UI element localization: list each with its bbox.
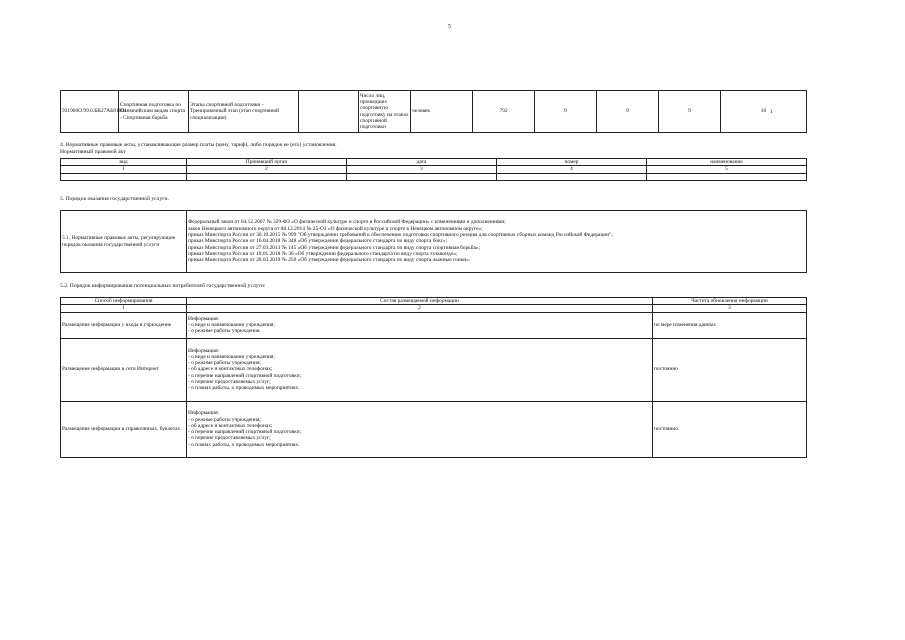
service-value: 1 [770, 109, 773, 115]
empty-cell [61, 173, 187, 180]
info-item: - о перечне предоставляемых услуг; [188, 435, 271, 442]
service-value: 9 [597, 91, 659, 133]
info-item: - о перечне направлений спортивной подготовки; [188, 372, 302, 379]
service-value: 9 [659, 91, 721, 133]
page-number: 5 [448, 24, 451, 30]
info-item: Информация: [188, 315, 220, 322]
header-cell: Способ информирования [61, 298, 187, 305]
service-code: 931900О.99.0.БВ27АБ81001 [61, 91, 119, 133]
column-number: 1 [61, 166, 187, 173]
regulatory-act: приказ Минспорта России от 19.01.2018 № 36 «Об утверждении федерального стандарта по виду спорта тхэквондо»; [188, 250, 458, 257]
header-cell: Состав размещаемой информации [187, 298, 653, 305]
regulatory-acts-list [187, 211, 807, 273]
column-number: 2 [187, 166, 347, 173]
service-value: 10 [721, 91, 807, 133]
section4-title: 4. Нормативные правовые акты, устанавливающие размер платы (цену, тариф), либо порядок ее (его) установления. [60, 142, 337, 148]
informing-content [187, 401, 653, 457]
info-item: - о планах работы, о проводимых мероприятиях. [188, 441, 300, 448]
regulatory-act: закон Ненецкого автономного округа от 08.12.2014 № 25-ОЗ «О физической культуре и спорте в Ненецком автономном округе»; [188, 225, 483, 232]
empty-cell [187, 173, 347, 180]
regulatory-act: приказ Минспорта России от 30.10.2015 № 999 "Об утверждении требований к обеспечению подготовки спортивного резерва для спортивных сборных команд Российской Федерации"; [188, 232, 613, 239]
informing-frequency: постоянно [653, 401, 807, 457]
informing-table [60, 297, 807, 458]
informing-frequency: постоянно [653, 338, 807, 401]
informing-content [187, 312, 653, 338]
empty-cell [497, 173, 647, 180]
service-unit: человек [411, 91, 473, 133]
header-cell: вид [61, 159, 187, 166]
column-number: 4 [497, 166, 647, 173]
column-number: 3 [653, 305, 807, 312]
regulatory-act: приказ Минспорта России от 20.03.2019 № 250 «Об утверждении федерального стандарта по виду спорта лыжные гонки». [188, 257, 471, 264]
informing-method: Размещение информации у входа в учреждение [61, 312, 187, 338]
header-cell: наименование [647, 159, 807, 166]
section5-title: 5. Порядок оказания государственной услуги. [60, 196, 169, 202]
column-number: 3 [347, 166, 497, 173]
normative-acts-table [60, 158, 807, 181]
section52-title: 5.2. Порядок информирования потенциальных потребителей государственной услуги: [60, 283, 266, 289]
informing-frequency: по мере изменения данных [653, 312, 807, 338]
info-item: - о планах работы, о проводимых мероприятиях. [188, 385, 300, 392]
regulatory-acts-table [60, 210, 807, 273]
regulatory-act: Федеральный закон от 04.12.2007 № 329-ФЗ «О физической культуре и спорте в Российской Федерации» с изменениями и дополнениями; [188, 219, 506, 226]
service-sport: Спортивная подготовка по Олимпийским видам спорта - Спортивная борьба [119, 91, 189, 133]
info-item: - об адресе и контактных телефонах; [188, 366, 273, 373]
header-cell: номер [497, 159, 647, 166]
info-item: - о перечне направлений спортивной подготовки; [188, 429, 302, 436]
header-cell: дата [347, 159, 497, 166]
service-stage: Этапы спортивной подготовки - Тренировочный этап (этап спортивной специализации) [189, 91, 299, 133]
info-item: - о виде и наименовании учреждения; [188, 321, 275, 328]
column-number: 5 [647, 166, 807, 173]
column-number: 2 [187, 305, 653, 312]
regulatory-label: 5.1. Нормативные правовые акты, регулирующие порядок оказания государственной услуги [61, 211, 187, 273]
header-cell: Принявший орган [187, 159, 347, 166]
service-indicator: Число лиц, прошедших спортивную подготовку на этапах спортивной подготовки [359, 91, 411, 133]
empty-cell [347, 173, 497, 180]
informing-method: Размещение информации в сети Интернет [61, 338, 187, 401]
regulatory-act: приказ Минспорта России от 16.04.2018 № 348 «Об утверждении федерального стандарта по виду спорта бокс»; [188, 238, 448, 245]
empty-cell [647, 173, 807, 180]
info-item: - о режиме работы учреждения; [188, 360, 261, 367]
header-cell: Частота обновления информации [653, 298, 807, 305]
info-item: - о виде и наименовании учреждения; [188, 353, 275, 360]
service-value: 792 [473, 91, 535, 133]
section4-subtitle: Нормативный правовой акт [60, 149, 126, 155]
info-item: - о перечне предоставляемых услуг; [188, 379, 271, 386]
empty-cell [299, 91, 359, 133]
info-item: Информация: [188, 347, 220, 354]
info-item: Информация: [188, 410, 220, 417]
service-row-table [60, 90, 807, 133]
info-item: - об адресе и контактных телефонах; [188, 422, 273, 429]
informing-content [187, 338, 653, 401]
informing-method: Размещение информации в справочниках, буклетах [61, 401, 187, 457]
info-item: - о режиме работы учреждения; [188, 416, 261, 423]
regulatory-act: приказ Минспорта России от 27.03.2013 № 145 «Об утверждении федерального стандарта по виду спорта спортивная борьба»; [188, 244, 481, 251]
service-value: 9 [535, 91, 597, 133]
info-item: - о режиме работы учреждения. [188, 328, 261, 335]
column-number: 1 [61, 305, 187, 312]
